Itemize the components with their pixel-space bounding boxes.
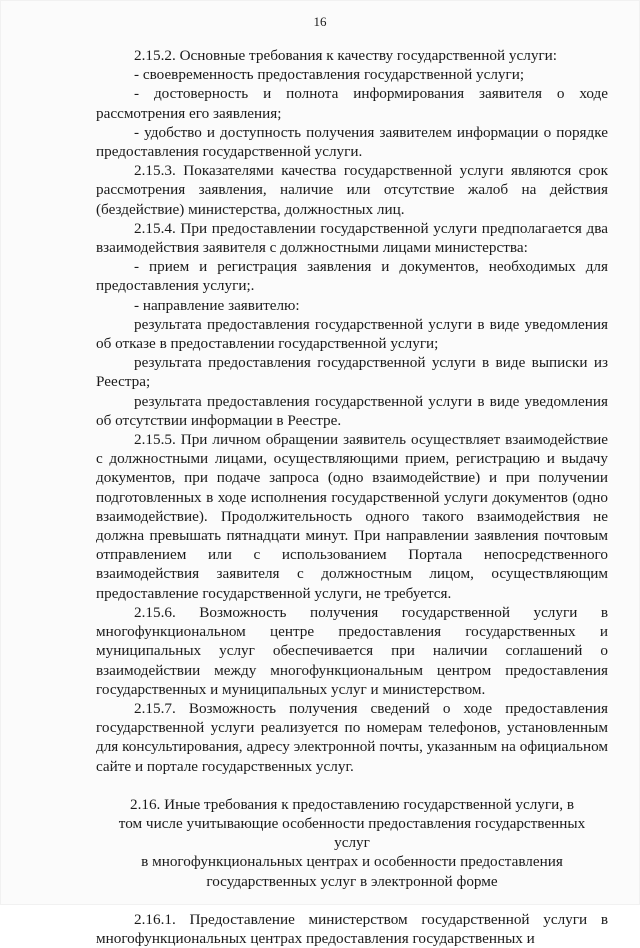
section-spacer	[96, 891, 608, 910]
list-item-sending: - направление заявителю:	[134, 296, 300, 314]
paragraph-2-16-1: 2.16.1. Предоставление министерством государственной услуги в многофункциональных центрах предоставления государственных и	[96, 910, 608, 947]
paragraph-2-15-5: 2.15.5. При личном обращении заявитель осуществляет взаимодействие с должностными лицами, осуществляющими прием, регистрацию и выдачу документов, при подаче запроса (одно взаимодействие) и при получении подготовленных в ходе исполнения государственной услуги документов (одно взаимодействие). Продолжительность одного такого взаимодействия не должна превышать пятнадцати минут. При направлении заявления почтовым отправлением или с использованием Портала непосредственного взаимодействия заявителя с должностным лицом, осуществляющим предоставление государственной услуги, не требуется.	[96, 431, 608, 602]
paragraph-2-15-7: 2.15.7. Возможность получения сведений о ходе предоставления государственной услуги реализуется по номерам телефонов, установленным для консультирования, адресу электронной почты, указанным на официальном сайте и портале государственных услуг.	[96, 699, 608, 775]
heading-line: том числе учитывающие особенности предоставления государственных услуг	[118, 814, 586, 852]
list-item-timeliness: - своевременность предоставления государственной услуги;	[134, 66, 525, 84]
list-item-convenience: - удобство и доступность получения заявителем информации о порядке предоставления государственной услуги.	[96, 123, 608, 161]
heading-line: государственных услуг в электронной форме	[206, 872, 498, 890]
heading-line: 2.16. Иные требования к предоставлению государственной услуги, в	[129, 795, 575, 813]
section-heading-2-16	[96, 795, 608, 891]
list-item-reliability: - достоверность и полнота информирования заявителя о ходе рассмотрения его заявления;	[96, 85, 608, 122]
heading-line: в многофункциональных центрах и особенности предоставления	[141, 853, 563, 871]
result-extract: результата предоставления государственной услуги в виде выписки из Реестра;	[96, 354, 608, 391]
result-no-info: результата предоставления государственной услуги в виде уведомления об отсутствии информации в Реестре.	[96, 392, 608, 429]
list-item-reception: - прием и регистрация заявления и документов, необходимых для предоставления услуги;.	[96, 258, 608, 295]
paragraph-2-15-6: 2.15.6. Возможность получения государственной услуги в многофункциональном центре предоставления государственных и муниципальных услуг обеспечивается при наличии соглашений о взаимодействии между многофункциональным центром предоставления государственных и муниципальных услуг и министерством.	[96, 603, 608, 698]
section-spacer	[96, 776, 608, 795]
paragraph-2-15-2: 2.15.2. Основные требования к качеству государственной услуги:	[134, 47, 558, 64]
paragraph-2-15-3: 2.15.3. Показателями качества государственной услуги являются срок рассмотрения заявления, наличие или отсутствие жалоб на действия (бездействие) министерства, должностных лиц.	[96, 162, 608, 218]
result-refusal: результата предоставления государственной услуги в виде уведомления об отказе в предоставлении государственной услуги;	[96, 315, 608, 353]
document-body	[96, 46, 608, 948]
page-number: 16	[313, 14, 327, 29]
paragraph-2-15-4: 2.15.4. При предоставлении государственной услуги предполагается два взаимодействия заявителя с должностными лицами министерства:	[96, 219, 608, 257]
